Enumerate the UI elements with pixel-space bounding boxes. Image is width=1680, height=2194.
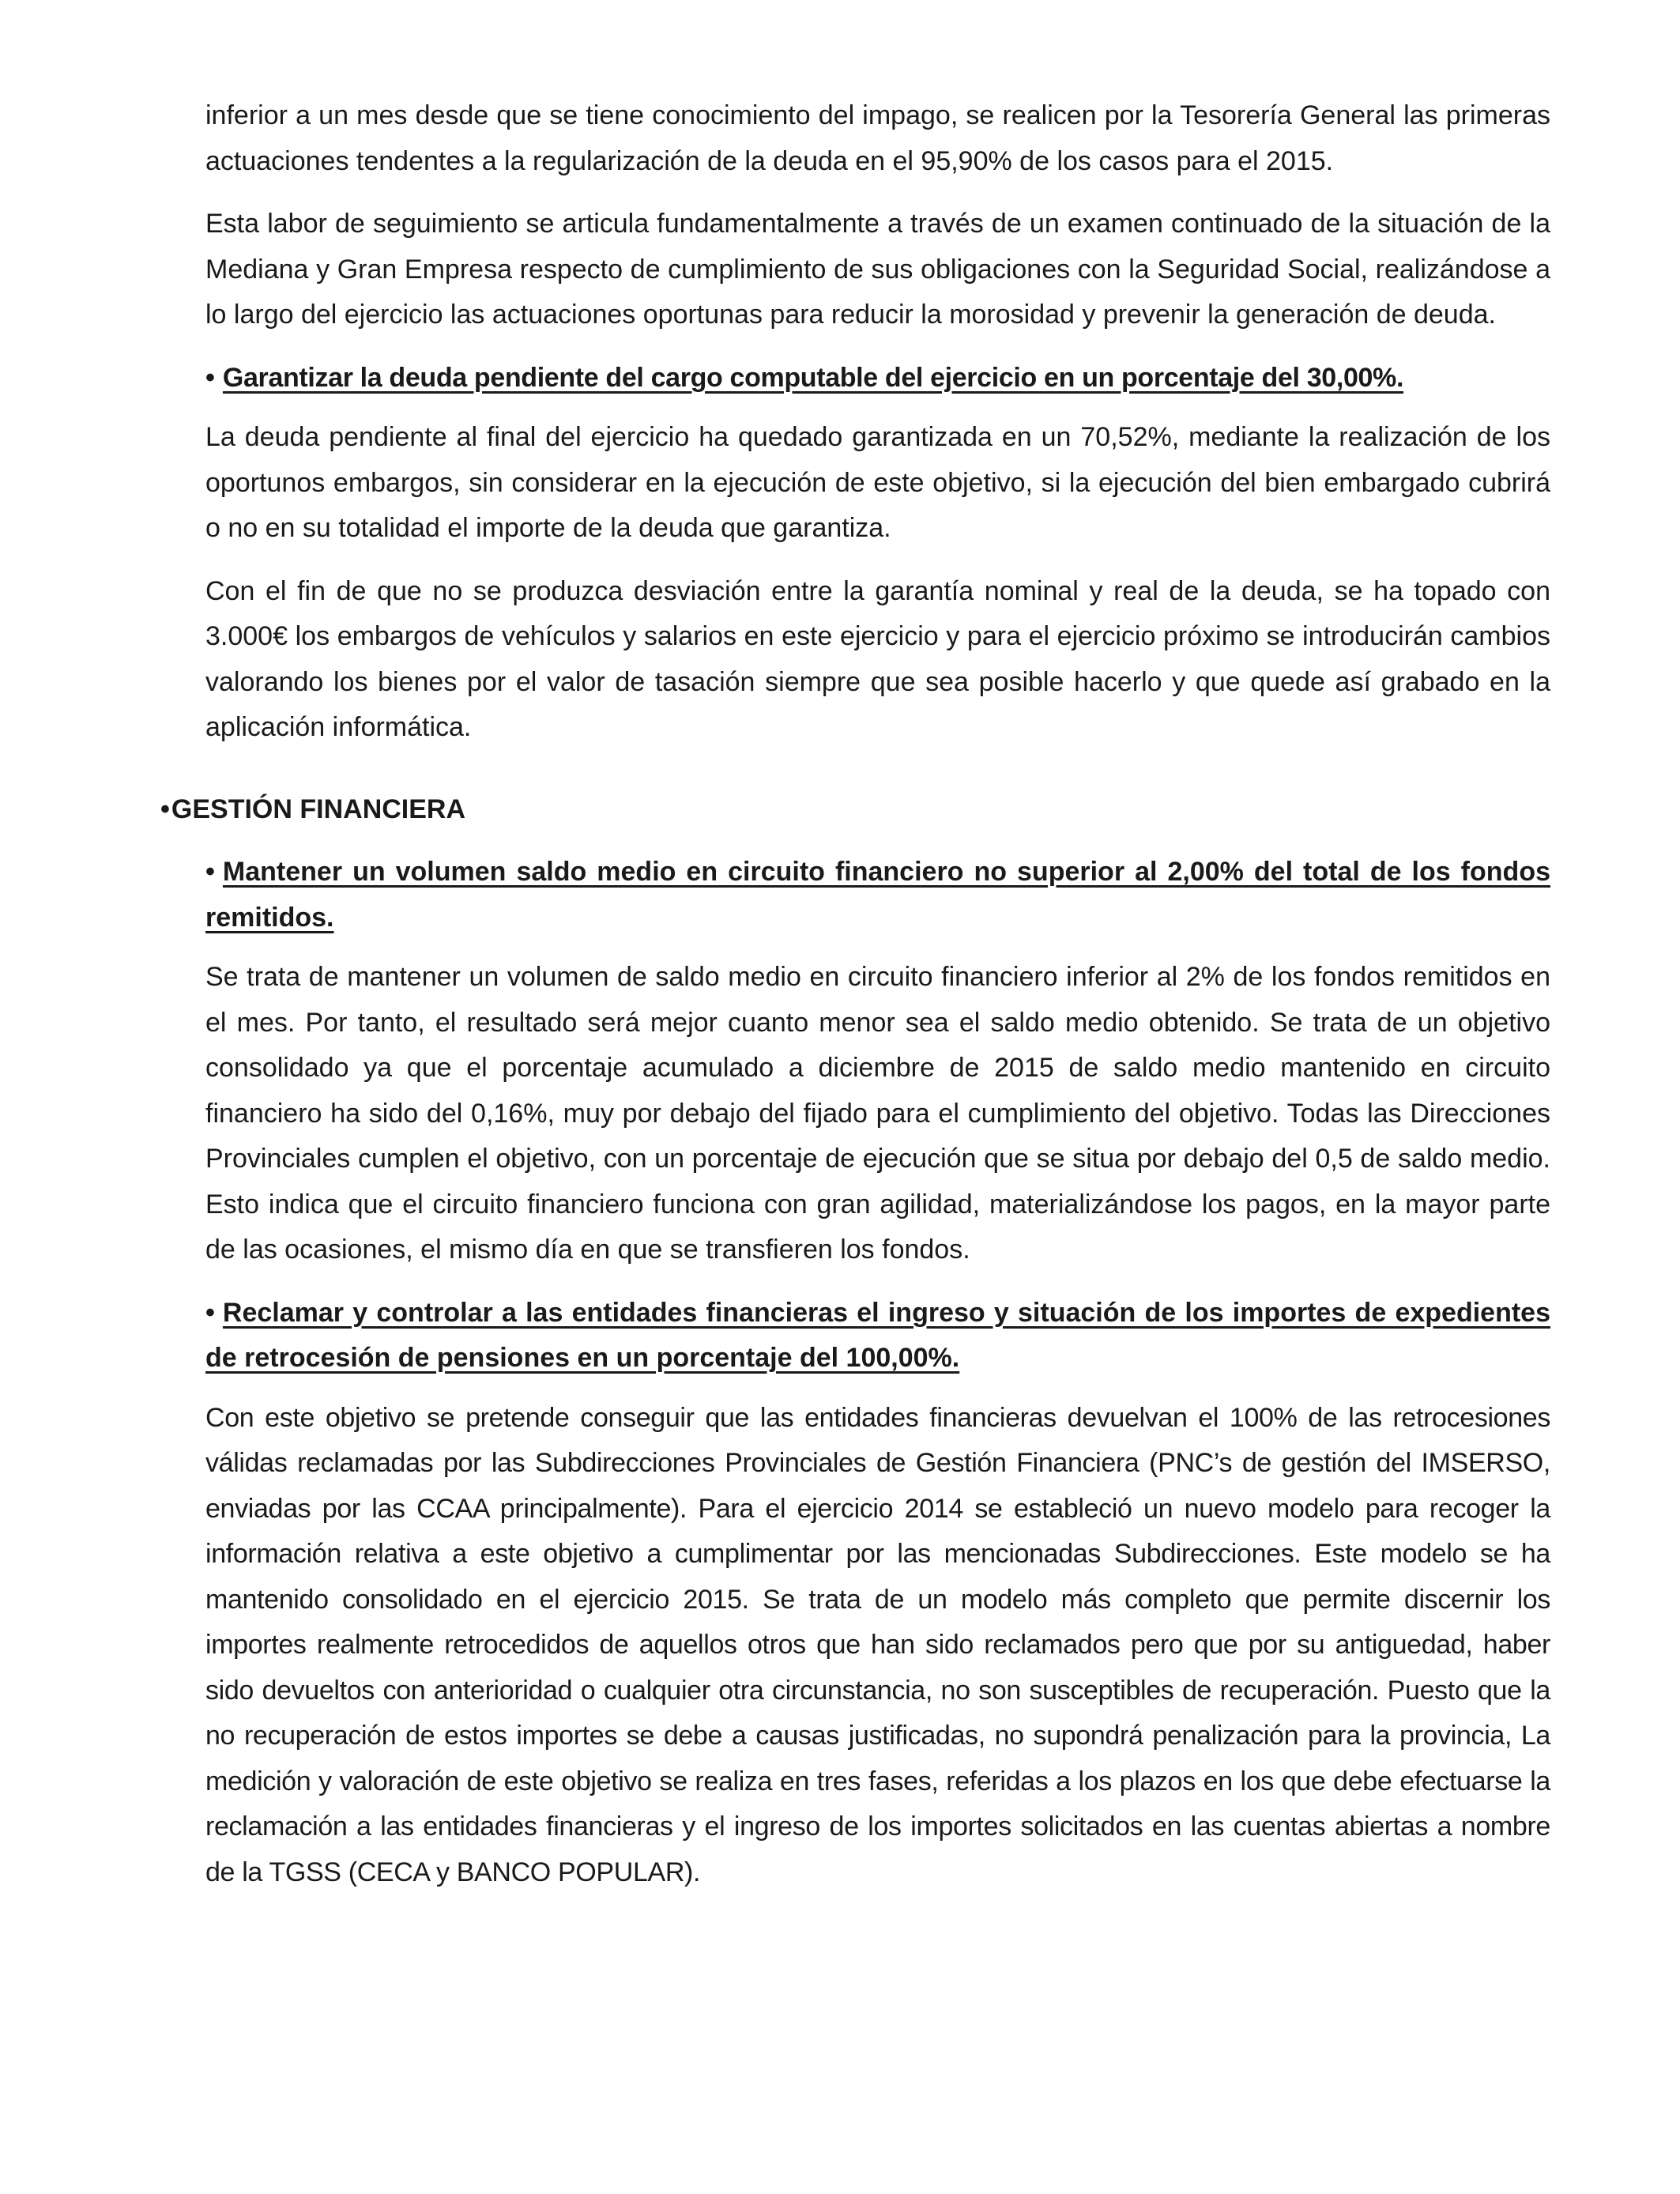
- paragraph: La deuda pendiente al final del ejercicio ha quedado garantizada en un 70,52%, mediante la realización de los oportunos embargos, sin considerar en la ejecución de este objetivo, si la ejecución del bien embargado cubrirá o no en su totalidad el importe de la deuda que garantiza.: [205, 422, 1550, 543]
- paragraph: inferior a un mes desde que se tiene conocimiento del impago, se realicen por la Tesorería General las primeras actuaciones tendentes a la regularización de la deuda en el 95,90% de los casos para el 2015.: [205, 100, 1550, 176]
- objective-title: Reclamar y controlar a las entidades financieras el ingreso y situación de los importes de expedientes de retrocesión de pensiones en un porcentaje del 100,00%.: [205, 1297, 1550, 1373]
- bullet-icon: •: [205, 1297, 215, 1328]
- section-title: GESTIÓN FINANCIERA: [171, 794, 466, 824]
- objective-title: Mantener un volumen saldo medio en circuito financiero no superior al 2,00% del total de los fondos remitidos.: [205, 857, 1550, 933]
- bullet-icon: •: [205, 857, 215, 887]
- objective-heading: [205, 1291, 1550, 1382]
- section-heading: [160, 787, 1550, 833]
- paragraph: Se trata de mantener un volumen de saldo medio en circuito financiero inferior al 2% de los fondos remitidos en el mes. Por tanto, el resultado será mejor cuanto menor sea el saldo medio obtenido. Se trata de un objetivo consolidado ya que el porcentaje acumulado a diciembre de 2015 de saldo medio mantenido en circuito financiero ha sido del 0,16%, muy por debajo del fijado para el cumplimiento del objetivo. Todas las Direcciones Provinciales cumplen el objetivo, con un porcentaje de ejecución que se situa por debajo del 0,5 de saldo medio. Esto indica que el circuito financiero funciona con gran agilidad, materializándose los pagos, en la mayor parte de las ocasiones, el mismo día en que se transfieren los fondos.: [205, 962, 1550, 1265]
- document-body: [160, 93, 1550, 1913]
- objective-heading: [205, 850, 1550, 941]
- objective-heading: [205, 356, 1550, 401]
- bullet-icon: •: [160, 794, 170, 824]
- paragraph: Con este objetivo se pretende conseguir que las entidades financieras devuelvan el 100% de las retrocesiones válidas reclamadas por las Subdirecciones Provinciales de Gestión Financiera (PNC’s de gestión del IMSERSO, enviadas por las CCAA principalmente). Para el ejercicio 2014 se estableció un nuevo modelo para recoger la información relativa a este objetivo a cumplimentar por las mencionadas Subdirecciones. Este modelo se ha mantenido consolidado en el ejercicio 2015. Se trata de un modelo más completo que permite discernir los importes realmente retrocedidos de aquellos otros que han sido reclamados pero que por su antiguedad, haber sido devueltos con anterioridad o cualquier otra circunstancia, no son susceptibles de recuperación. Puesto que la no recuperación de estos importes se debe a causas justificadas, no supondrá penalización para la provincia, La medición y valoración de este objetivo se realiza en tres fases, referidas a los plazos en los que debe efectuarse la reclamación a las entidades financieras y el ingreso de los importes solicitados en las cuentas abiertas a nombre de la TGSS (CECA y BANCO POPULAR).: [205, 1402, 1550, 1887]
- objective-title: Garantizar la deuda pendiente del cargo computable del ejercicio en un porcentaje del 30,00%.: [222, 362, 1404, 393]
- paragraph: Esta labor de seguimiento se articula fundamentalmente a través de un examen continuado de la situación de la Mediana y Gran Empresa respecto de cumplimiento de sus obligaciones con la Seguridad Social, realizándose a lo largo del ejercicio las actuaciones oportunas para reducir la morosidad y prevenir la generación de deuda.: [205, 209, 1550, 330]
- bullet-icon: •: [205, 362, 215, 393]
- paragraph: Con el fin de que no se produzca desviación entre la garantía nominal y real de la deuda, se ha topado con 3.000€ los embargos de vehículos y salarios en este ejercicio y para el ejercicio próximo se introducirán cambios valorando los bienes por el valor de tasación siempre que sea posible hacerlo y que quede así grabado en la aplicación informática.: [205, 575, 1550, 742]
